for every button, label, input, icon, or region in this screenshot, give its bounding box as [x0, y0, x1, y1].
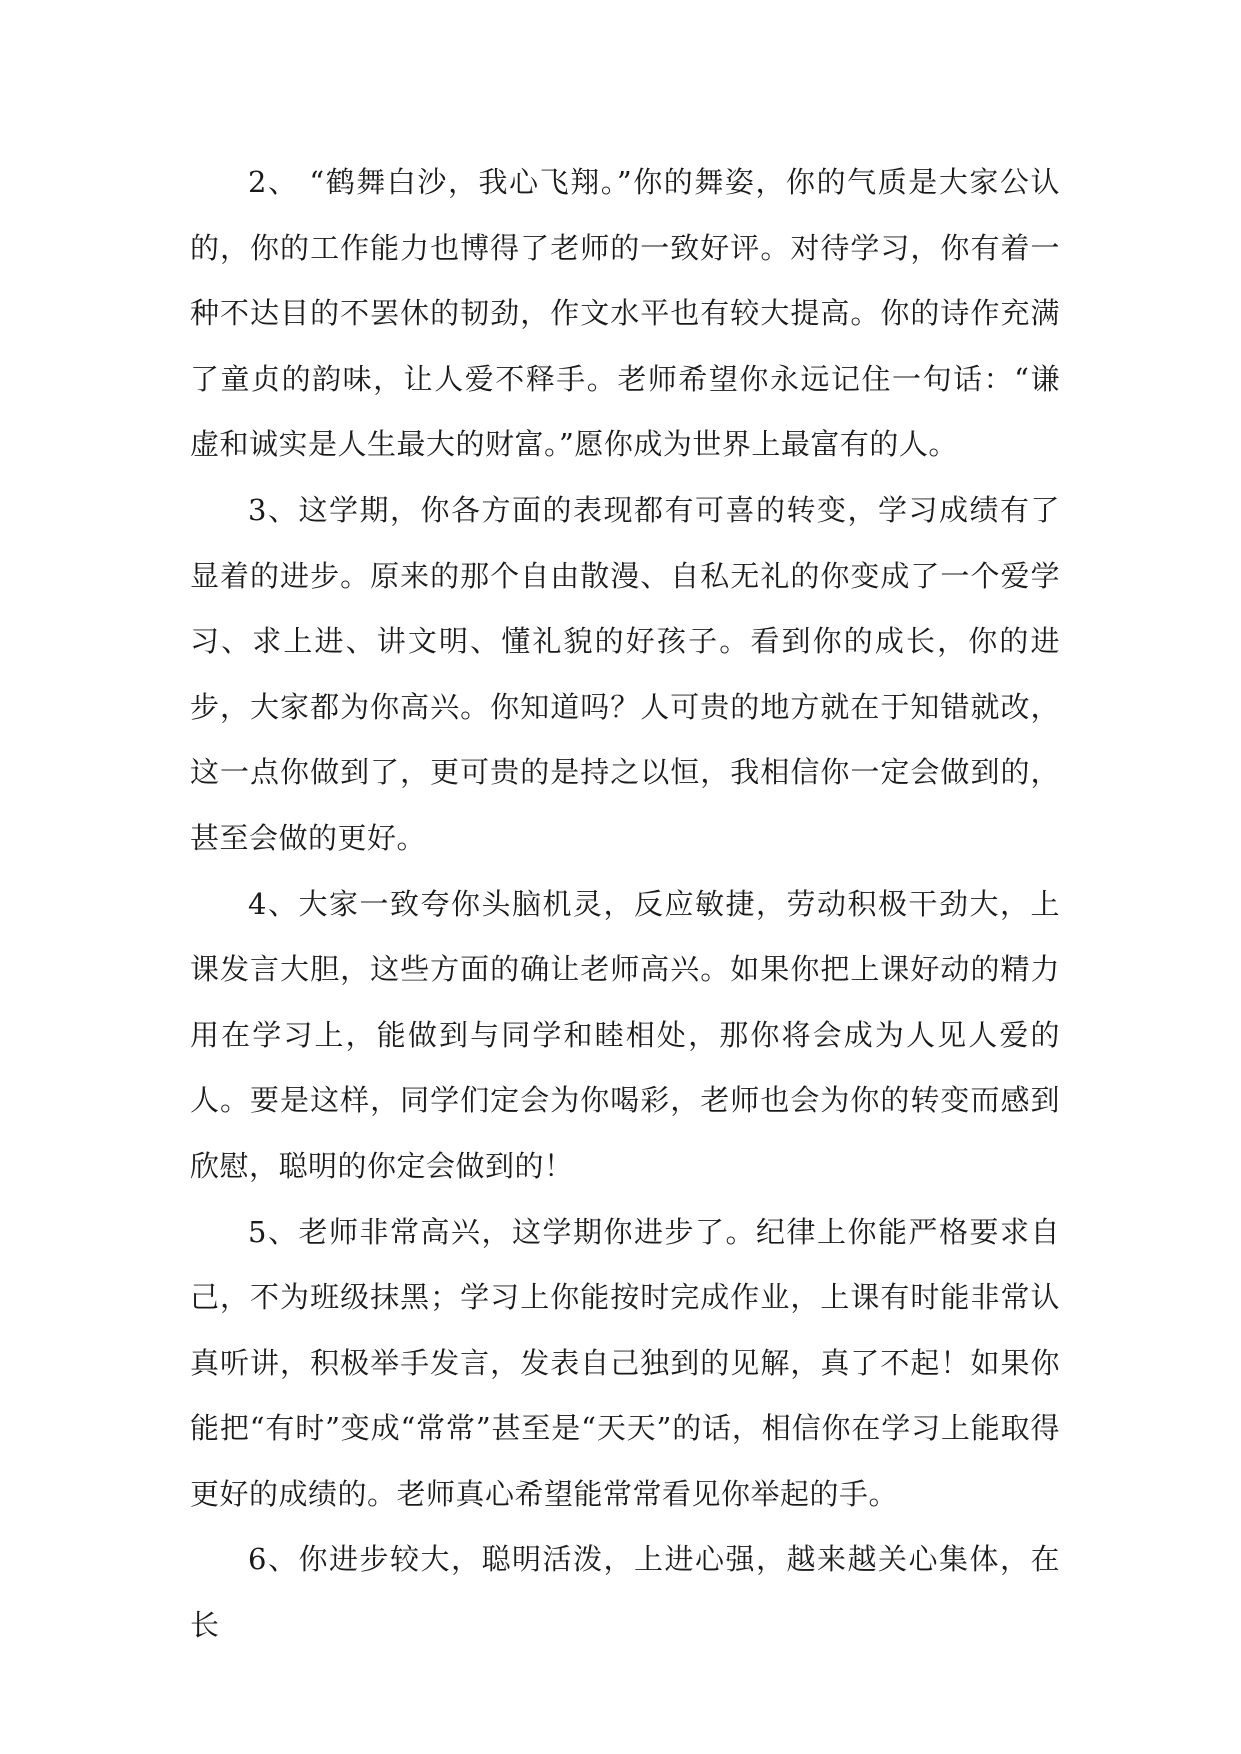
comment-paragraph-6: 6、你进步较大，聪明活泼，上进心强，越来越关心集体，在长 — [190, 1542, 1060, 1643]
comment-paragraph-3: 3、这学期，你各方面的表现都有可喜的转变，学习成绩有了显着的进步。原来的那个自由散漫、自私无礼的你变成了一个爱学习、求上进、讲文明、懂礼貌的好孩子。看到你的成长，你的进步，大家都为你高兴。你知道吗？人可贵的地方就在于知错就改，这一点你做到了，更可贵的是持之以恒，我相信你一定会做到的，甚至会做的更好。 — [190, 492, 1060, 855]
comment-paragraph-2: 2、 “鹤舞白沙，我心飞翔。”你的舞姿，你的气质是大家公认的，你的工作能力也博得了老师的一致好评。对待学习，你有着一种不达目的不罢休的韧劲，作文水平也有较大提高。你的诗作充满了童贞的韵味，让人爱不释手。老师希望你永远记住一句话：“谦虚和诚实是人生最大的财富。”愿你成为世界上最富有的人。 — [190, 165, 1060, 462]
document-body — [190, 150, 1060, 1659]
comment-paragraph-4: 4、大家一致夸你头脑机灵，反应敏捷，劳动积极干劲大，上课发言大胆，这些方面的确让老师高兴。如果你把上课好动的精力用在学习上，能做到与同学和睦相处，那你将会成为人见人爱的人。要是这样，同学们定会为你喝彩，老师也会为你的转变而感到欣慰，聪明的你定会做到的！ — [190, 886, 1060, 1183]
comment-paragraph-5: 5、老师非常高兴，这学期你进步了。纪律上你能严格要求自己，不为班级抹黑；学习上你能按时完成作业，上课有时能非常认真听讲，积极举手发言，发表自己独到的见解，真了不起！如果你能把“有时”变成“常常”甚至是“天天”的话，相信你在学习上能取得更好的成绩的。老师真心希望能常常看见你举起的手。 — [190, 1214, 1060, 1511]
